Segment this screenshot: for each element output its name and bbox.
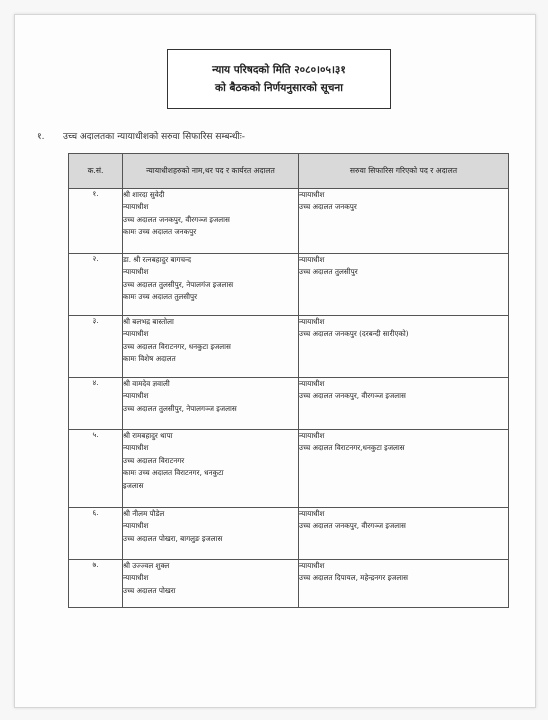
recommended-post-line: न्यायाधीश: [299, 255, 325, 264]
transfer-recommendation-table: [68, 153, 509, 608]
recommended-post-line: न्यायाधीश: [299, 561, 325, 570]
judge-detail-line: इजलास: [123, 480, 144, 490]
table-row: [69, 189, 509, 254]
section-heading: [37, 129, 245, 142]
judge-detail-line: उच्च अदालत जनकपुर, वीरगञ्ज इजलास: [123, 214, 230, 224]
judge-details-cell: [123, 430, 299, 508]
row-serial-number: ७.: [69, 560, 123, 608]
recommended-post-cell: [299, 430, 509, 508]
header-serial-number: क.सं.: [69, 154, 123, 189]
recommended-post-cell: [299, 560, 509, 608]
recommended-post-line: न्यायाधीश: [299, 190, 325, 199]
judge-detail-line: न्यायाधीश: [123, 443, 149, 453]
row-serial-number: ३.: [69, 316, 123, 378]
recommended-post-line: उच्च अदालत जनकपुर: [299, 202, 357, 212]
row-serial-number: २.: [69, 254, 123, 316]
table-row: [69, 560, 509, 608]
judge-detail-line: कामः उच्च अदालत विराटनगर, धनकुटा: [123, 468, 224, 478]
recommended-post-line: न्यायाधीश: [299, 317, 325, 326]
recommended-post-line: उच्च अदालत जनकपुर (दरबन्दी सारीएको): [299, 329, 409, 339]
recommended-post-line: उच्च अदालत तुलसीपुर: [299, 267, 358, 277]
recommended-post-cell: [299, 508, 509, 560]
row-serial-number: १.: [69, 189, 123, 254]
judge-details-cell: [123, 560, 299, 608]
judge-detail-line: उच्च अदालत विराटनगर: [123, 455, 185, 465]
judge-detail-line: न्यायाधीश: [123, 267, 149, 277]
judge-detail-line: कामः विशेष अदालत: [123, 354, 176, 364]
table-row: [69, 254, 509, 316]
table-row: [69, 316, 509, 378]
row-serial-number: ६.: [69, 508, 123, 560]
recommended-post-line: न्यायाधीश: [299, 379, 325, 388]
judge-detail-line: उच्च अदालत पोखरा, बागलुङ इजलास: [123, 533, 223, 543]
judge-detail-line: उच्च अदालत विराटनगर, धनकुटा इजलास: [123, 341, 231, 351]
judge-detail-line: न्यायाधीश: [123, 391, 149, 401]
judge-detail-line: न्यायाधीश: [123, 202, 149, 212]
recommended-post-cell: [299, 189, 509, 254]
section-heading-text: उच्च अदालतका न्यायाधीशको सरुवा सिफारिस सम्बन्धीः-: [63, 132, 245, 142]
recommended-post-line: उच्च अदालत विराटनगर,धनकुटा इजलास: [299, 443, 405, 453]
judge-details-cell: [123, 316, 299, 378]
recommended-post-line: उच्च अदालत जनकपुर, वीरगञ्ज इजलास: [299, 521, 406, 531]
judge-detail-line: न्यायाधीश: [123, 573, 149, 583]
judge-detail-line: श्री बलभद्र बास्तोला: [123, 317, 174, 326]
judge-details-cell: [123, 189, 299, 254]
judge-details-cell: [123, 378, 299, 430]
judge-detail-line: उच्च अदालत तुलसीपुर, नेपालगंज इजलास: [123, 279, 234, 289]
judge-detail-line: श्री शारदा सुवेदी: [123, 190, 165, 199]
table-row: [69, 378, 509, 430]
table-body: [69, 189, 509, 608]
recommended-post-cell: [299, 316, 509, 378]
recommended-post-cell: [299, 254, 509, 316]
row-serial-number: ४.: [69, 378, 123, 430]
judge-detail-line: डा. श्री रत्नबहादुर बागचन्द: [123, 255, 192, 264]
judge-detail-line: उच्च अदालत तुलसीपुर, नेपालगञ्ज इजलास: [123, 403, 237, 413]
recommended-post-line: उच्च अदालत दिपायल, महेन्द्रनगर इजलास: [299, 573, 409, 583]
judge-detail-line: श्री रामबहादुर थापा: [123, 431, 173, 440]
judge-detail-line: कामः उच्च अदालत जनकपुर: [123, 227, 197, 237]
table-row: [69, 430, 509, 508]
table-row: [69, 508, 509, 560]
judge-detail-line: उच्च अदालत पोखरा: [123, 585, 176, 595]
recommended-post-line: न्यायाधीश: [299, 431, 325, 440]
judge-details-cell: [123, 508, 299, 560]
recommended-post-line: उच्च अदालत जनकपुर, वीरगञ्ज इजलास: [299, 391, 406, 401]
header-recommended-post: सरुवा सिफारिस गरिएको पद र अदालत: [299, 154, 509, 189]
judge-detail-line: श्री वामदेव ज्ञवाली: [123, 379, 170, 388]
notice-title-box: [167, 49, 391, 109]
notice-title-line-2: को बैठकको निर्णयनुसारको सूचना: [215, 82, 343, 94]
recommended-post-line: न्यायाधीश: [299, 509, 325, 518]
document-page: [14, 14, 536, 708]
judge-detail-line: न्यायाधीश: [123, 329, 149, 339]
judge-details-cell: [123, 254, 299, 316]
table-header-row: [69, 154, 509, 189]
judge-detail-line: न्यायाधीश: [123, 521, 149, 531]
row-serial-number: ५.: [69, 430, 123, 508]
judge-detail-line: श्री उज्ज्वल शुक्ल: [123, 561, 170, 570]
judge-detail-line: कामः उच्च अदालत तुलसीपुर: [123, 292, 198, 302]
judge-detail-line: श्री नीलम पौडेल: [123, 509, 165, 518]
header-judge-name: न्यायाधीशहरुको नाम,थर पद र कार्यरत अदालत: [123, 154, 299, 189]
recommended-post-cell: [299, 378, 509, 430]
section-number: १.: [37, 132, 45, 142]
notice-title-line-1: न्याय परिषदको मिति २०८०।०५।३१: [212, 64, 346, 76]
